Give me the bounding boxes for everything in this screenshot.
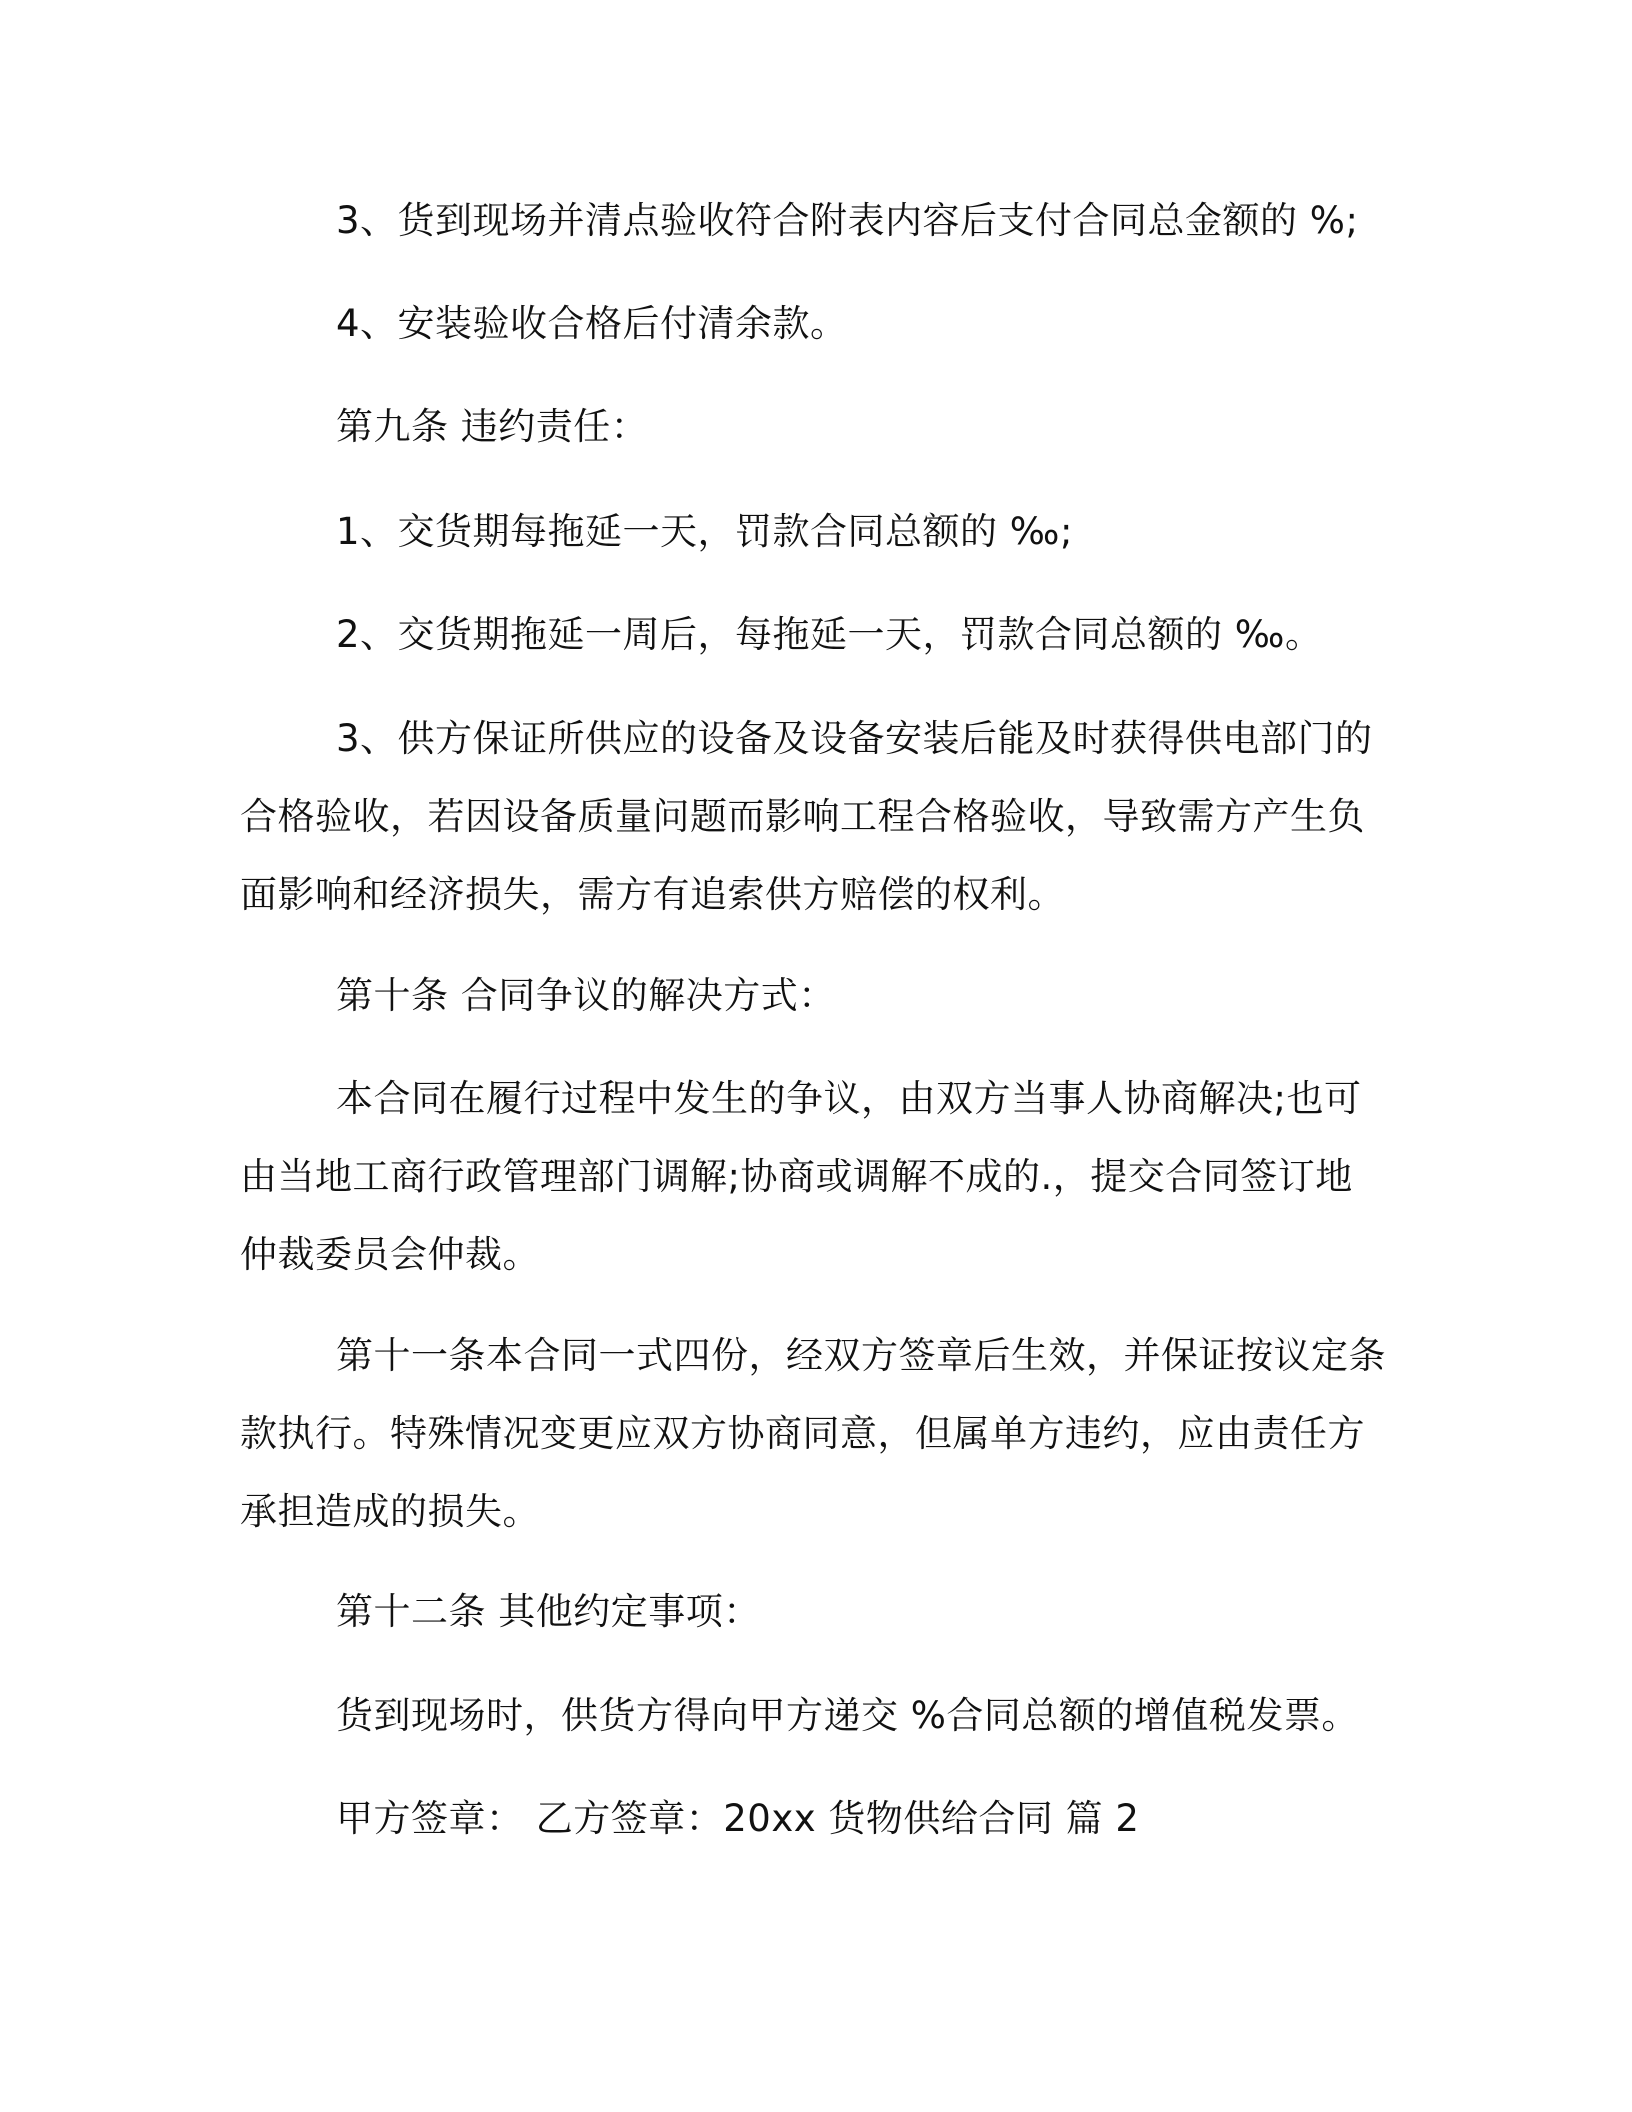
article-11-text: 第十一条本合同一式四份，经双方签章后生效，并保证按议定条款执行。特殊情况变更应双方协商同意，但属单方违约，应由责任方承担造成的损失。 [240, 1334, 1386, 1533]
article-12-heading: 第十二条 其他约定事项： [336, 1590, 761, 1633]
payment-clause-3: 3、货到现场并清点验收符合附表内容后支付合同总金额的 %; [336, 199, 1359, 242]
liability-clause-1: 1、交货期每拖延一天，罚款合同总额的 ‰; [336, 510, 1073, 553]
liability-clause-2: 2、交货期拖延一周后，每拖延一天，罚款合同总额的 ‰。 [336, 613, 1323, 656]
liability-clause-3: 3、供方保证所供应的设备及设备安装后能及时获得供电部门的合格验收，若因设备质量问题而影响工程合格验收，导致需方产生负面影响和经济损失，需方有追索供方赔偿的权利。 [240, 717, 1373, 916]
dispute-resolution-text: 本合同在履行过程中发生的争议，由双方当事人协商解决;也可由当地工商行政管理部门调解;协商或调解不成的.，提交合同签订地仲裁委员会仲裁。 [240, 1077, 1362, 1276]
payment-clause-4: 4、安装验收合格后付清余款。 [336, 302, 848, 345]
article-9-heading: 第九条 违约责任： [336, 405, 649, 448]
invoice-clause: 货到现场时，供货方得向甲方递交 %合同总额的增值税发票。 [336, 1694, 1359, 1737]
article-10-heading: 第十条 合同争议的解决方式： [336, 974, 836, 1017]
signature-line: 甲方签章： 乙方签章：20xx 货物供给合同 篇 2 [336, 1797, 1140, 1840]
